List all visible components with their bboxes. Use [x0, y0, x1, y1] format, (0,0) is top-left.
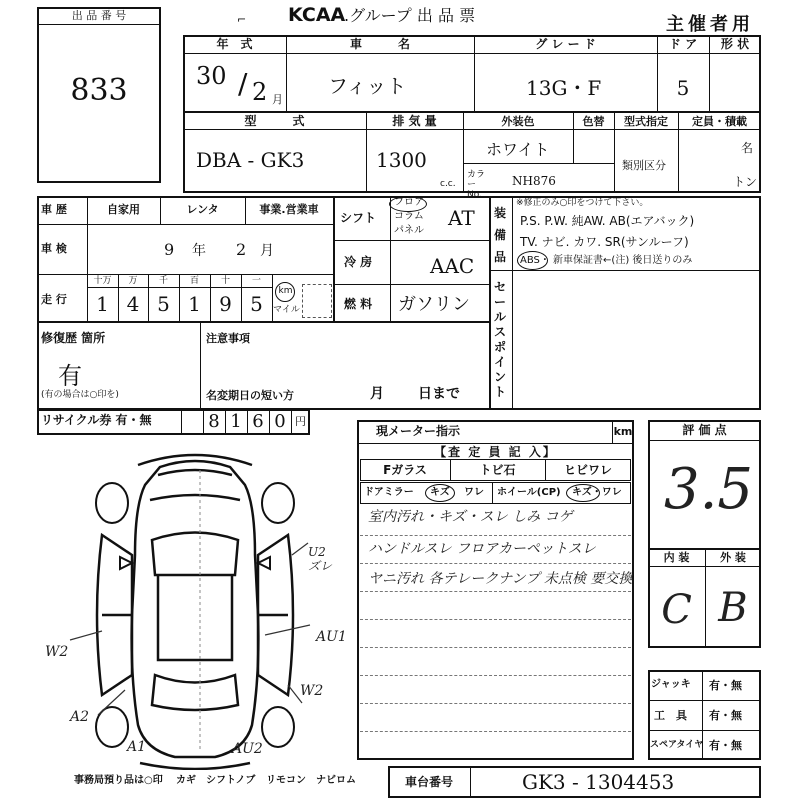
repair-note: (有の場合は○印を): [41, 390, 119, 400]
transmission-value: AT: [448, 206, 475, 230]
capacity-label: 定員・積載: [692, 115, 747, 128]
color-no-label: カラー No.: [467, 170, 486, 200]
inspection-month: 2: [236, 240, 247, 259]
chassis-label: 車台番号: [404, 775, 453, 789]
mileage-digit: 4: [126, 292, 140, 316]
mileage-unit-100k: 十万: [93, 276, 112, 286]
inspector-note-2: ハンドルスレ フロアカーペットスレ: [368, 541, 596, 557]
recycle-unit: 円: [295, 415, 306, 428]
mile-checkbox[interactable]: [302, 284, 332, 318]
color-change-label: 色替: [582, 115, 605, 128]
inspector-title: 【査 定 員 記 入】: [434, 445, 557, 459]
mileage-digit: 5: [157, 292, 170, 316]
year-value: 30: [196, 62, 227, 90]
equipment-line-3: ABS・ 新車保証書←(注) 後日送りのみ: [520, 255, 693, 266]
body-label: 形 状: [720, 37, 750, 51]
month-value: 2: [252, 78, 268, 106]
header-role: 主催者用: [666, 14, 754, 35]
mileage-unit-100: 百: [189, 276, 199, 286]
shift-column: コラム: [394, 211, 424, 222]
mile-label: マイル: [273, 305, 300, 315]
recycle-digit: 1: [230, 411, 242, 432]
inspector-note-3: ヤニ汚れ 各テレークナンプ 未点検 要交換: [368, 571, 633, 587]
interior-grade: C: [661, 587, 692, 633]
mileage-unit-1k: 千: [158, 276, 168, 286]
corner-mark-left: ⌐: [237, 13, 247, 26]
load-unit: トン: [733, 175, 758, 189]
inspector-note-1: 室内汚れ・キズ・スレ しみ コゲ: [368, 509, 573, 525]
footer-item-key: カギ: [176, 775, 196, 786]
glass-label: Fガラス: [383, 463, 427, 477]
name-change-month: 月: [370, 386, 384, 402]
capacity-unit: 名: [741, 141, 754, 155]
office-note: 事務局預り品は○印: [74, 775, 163, 786]
grade-label: グ レ ー ド: [535, 37, 596, 51]
mileage-digit: 1: [188, 292, 201, 316]
abs-circle: [517, 251, 548, 270]
inspection-year: 9: [164, 240, 175, 259]
month-unit: 月: [272, 93, 283, 106]
name-label: 車 名: [349, 37, 410, 51]
eval-label: 評 価 点: [682, 423, 727, 437]
wheel-label: ホイール(CP): [497, 487, 561, 498]
diagram-mark-au1: AU1: [316, 629, 347, 645]
year-label: 年 式: [216, 37, 253, 51]
meter-unit: km: [613, 425, 633, 438]
wheel-scratch-circle: [566, 484, 600, 502]
color-no: NH876: [512, 174, 556, 188]
spare-tire-value: 有・無: [709, 739, 742, 752]
recycle-digit: 8: [208, 411, 220, 432]
repair-label: 修復歴 箇所: [41, 331, 106, 345]
inspection-month-unit: 月: [260, 243, 274, 259]
mirror-label: ドアミラー: [364, 487, 414, 498]
ac-value: AAC: [430, 254, 475, 278]
history-option-rental: レンタ: [186, 203, 219, 216]
mirror-crack: ワレ: [464, 487, 484, 498]
spare-tire-label: スペアタイヤ: [650, 740, 704, 750]
lot-number: 833: [70, 73, 128, 108]
wheel-damage: キズ・ワレ: [572, 487, 622, 498]
caution-label: 注意事項: [206, 332, 250, 345]
lot-label: 出 品 番 号: [71, 9, 127, 22]
mileage-unit-1: 一: [251, 276, 261, 286]
model-label: 型 式: [244, 114, 305, 128]
shift-panel: パネル: [394, 225, 424, 236]
header-title: .グループ 出 品 票: [344, 6, 476, 25]
fuel-value: ガソリン: [398, 294, 470, 315]
doors-value: 5: [676, 76, 690, 100]
exterior-label: 外 装: [720, 551, 746, 564]
equipment-line-1: P.S. P.W. 純AW. AB(エアバック): [520, 214, 695, 228]
name-change-label: 名変期日の短い方: [206, 389, 294, 402]
jack-value: 有・無: [709, 679, 742, 692]
mileage-label: 走 行: [41, 293, 67, 306]
vehicle-history-label: 車 歴: [41, 203, 67, 216]
interior-label: 内 装: [663, 551, 690, 564]
inspection-year-unit: 年: [192, 243, 206, 259]
shift-label: シフト: [340, 211, 377, 225]
mileage-digit: 9: [219, 292, 232, 316]
fuel-label: 燃 料: [344, 297, 373, 311]
recycle-label: リサイクル券 有・無: [41, 413, 152, 427]
eval-value: 3.5: [664, 457, 754, 522]
crack-label: ヒビワレ: [563, 463, 612, 477]
inspection-label: 車 検: [41, 242, 67, 255]
footer-item-shift-knob: シフトノブ: [206, 775, 256, 786]
doors-label: ド ア: [668, 37, 698, 51]
displacement-label: 排 気 量: [392, 114, 437, 128]
km-label: km: [278, 286, 293, 296]
history-option-commercial: 事業.営業車: [259, 203, 319, 216]
recycle-digit: 6: [252, 411, 264, 432]
car-name: フィット: [328, 74, 407, 98]
grade-value: 13G・F: [526, 76, 602, 100]
equipment-note: ※修正のみ○印をつけて下さい。: [516, 198, 649, 208]
history-option-private: 自家用: [107, 203, 140, 216]
exterior-color-label: 外装色: [501, 115, 535, 128]
diagram-mark-a2: A2: [70, 709, 90, 725]
mirror-scratch-circle: [425, 484, 455, 502]
exterior-color: ホワイト: [486, 140, 550, 159]
exterior-grade: B: [718, 585, 748, 631]
mileage-unit-10: 十: [220, 276, 230, 286]
chassis-number: GK3 - 1304453: [522, 770, 675, 794]
shift-floor: フロア: [394, 197, 424, 208]
shift-floor-circle: [389, 196, 427, 212]
ac-label: 冷 房: [344, 255, 373, 269]
mileage-unit-10k: 万: [128, 276, 138, 286]
equipment-label: 装備品: [494, 206, 507, 264]
repair-value: 有: [58, 362, 82, 390]
footer-item-navi-rom: ナビロム: [316, 775, 356, 786]
mirror-scratch: キズ: [430, 487, 450, 498]
tools-value: 有・無: [709, 709, 742, 722]
diagram-mark-a1: A1: [127, 739, 147, 755]
diagram-mark-w2-left: W2: [45, 644, 69, 660]
footer-item-remote: リモコン: [266, 775, 306, 786]
mileage-digit: 1: [96, 292, 109, 316]
type-designation-label: 型式指定: [624, 115, 668, 128]
name-change-day: 日まで: [418, 386, 460, 402]
diagram-mark-w2-right: W2: [300, 683, 324, 699]
jack-label: ジャッキ: [651, 679, 691, 690]
selling-point-label: セールスポイント: [494, 280, 507, 399]
tools-label: 工 具: [654, 709, 687, 722]
model-value: DBA - GK3: [196, 148, 305, 172]
stone-chip-label: トビ石: [479, 463, 516, 477]
equipment-line-2: TV. ナビ. カワ. SR(サンルーフ): [520, 235, 689, 249]
diagram-mark-au2: AU2: [232, 741, 263, 757]
displacement-unit: c.c.: [440, 179, 456, 189]
category-label: 類別区分: [622, 159, 666, 172]
meter-label: 現メーター指示: [376, 424, 461, 438]
recycle-digit: 0: [274, 411, 286, 432]
header-brand: KCAA: [288, 4, 346, 26]
mileage-digit: 5: [250, 292, 263, 316]
displacement-value: 1300: [376, 148, 427, 172]
diagram-mark-u2: U2 ズレ: [308, 545, 333, 573]
